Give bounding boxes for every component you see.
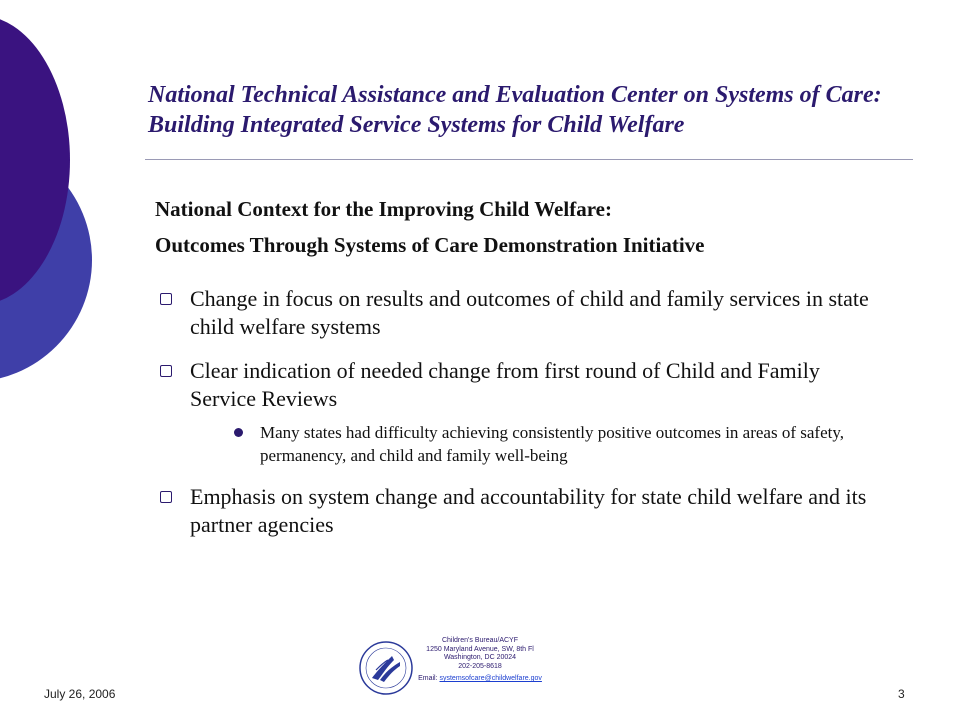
bullet-item <box>160 483 880 539</box>
section-heading-line2: Outcomes Through Systems of Care Demonstration Initiative <box>155 233 705 257</box>
contact-line: Children's Bureau/ACYF <box>441 637 519 644</box>
contact-line: 202-205-8618 <box>458 662 502 670</box>
page-number: 3 <box>898 687 905 701</box>
round-bullet-icon <box>234 428 243 437</box>
contact-line: 1250 Maryland Avenue, SW, 8th Fl <box>426 645 534 653</box>
bullet-list <box>160 285 880 555</box>
bullet-text: Emphasis on system change and accountability for state child welfare and its partner agencies <box>190 484 867 537</box>
sub-bullet-text: Many states had difficulty achieving consistently positive outcomes in areas of safety, permanency, and child and family well-being <box>260 423 844 465</box>
footer-date: July 26, 2006 <box>44 687 116 701</box>
email-line <box>405 675 555 684</box>
title-divider <box>145 159 913 160</box>
section-heading-line1: National Context for the Improving Child Welfare: <box>155 197 612 221</box>
sub-bullet-item <box>190 421 880 467</box>
contact-line: Washington, DC 20024 <box>443 654 517 661</box>
contact-block <box>405 637 555 684</box>
email-label: Email: <box>418 675 438 682</box>
bullet-item <box>160 285 880 341</box>
bullet-text: Change in focus on results and outcomes of child and family services in state child welfare systems <box>190 286 869 339</box>
decorative-circles <box>0 0 130 380</box>
square-bullet-icon <box>160 491 172 503</box>
slide-title: National Technical Assistance and Evaluation Center on Systems of Care: Building Integrated Service Systems for Child Welfare <box>148 82 882 138</box>
bullet-item <box>160 357 880 467</box>
square-bullet-icon <box>160 365 172 377</box>
square-bullet-icon <box>160 293 172 305</box>
email-link[interactable]: systemsofcare@childwelfare.gov <box>439 675 542 682</box>
bullet-text: Clear indication of needed change from first round of Child and Family Service Reviews <box>190 358 820 411</box>
